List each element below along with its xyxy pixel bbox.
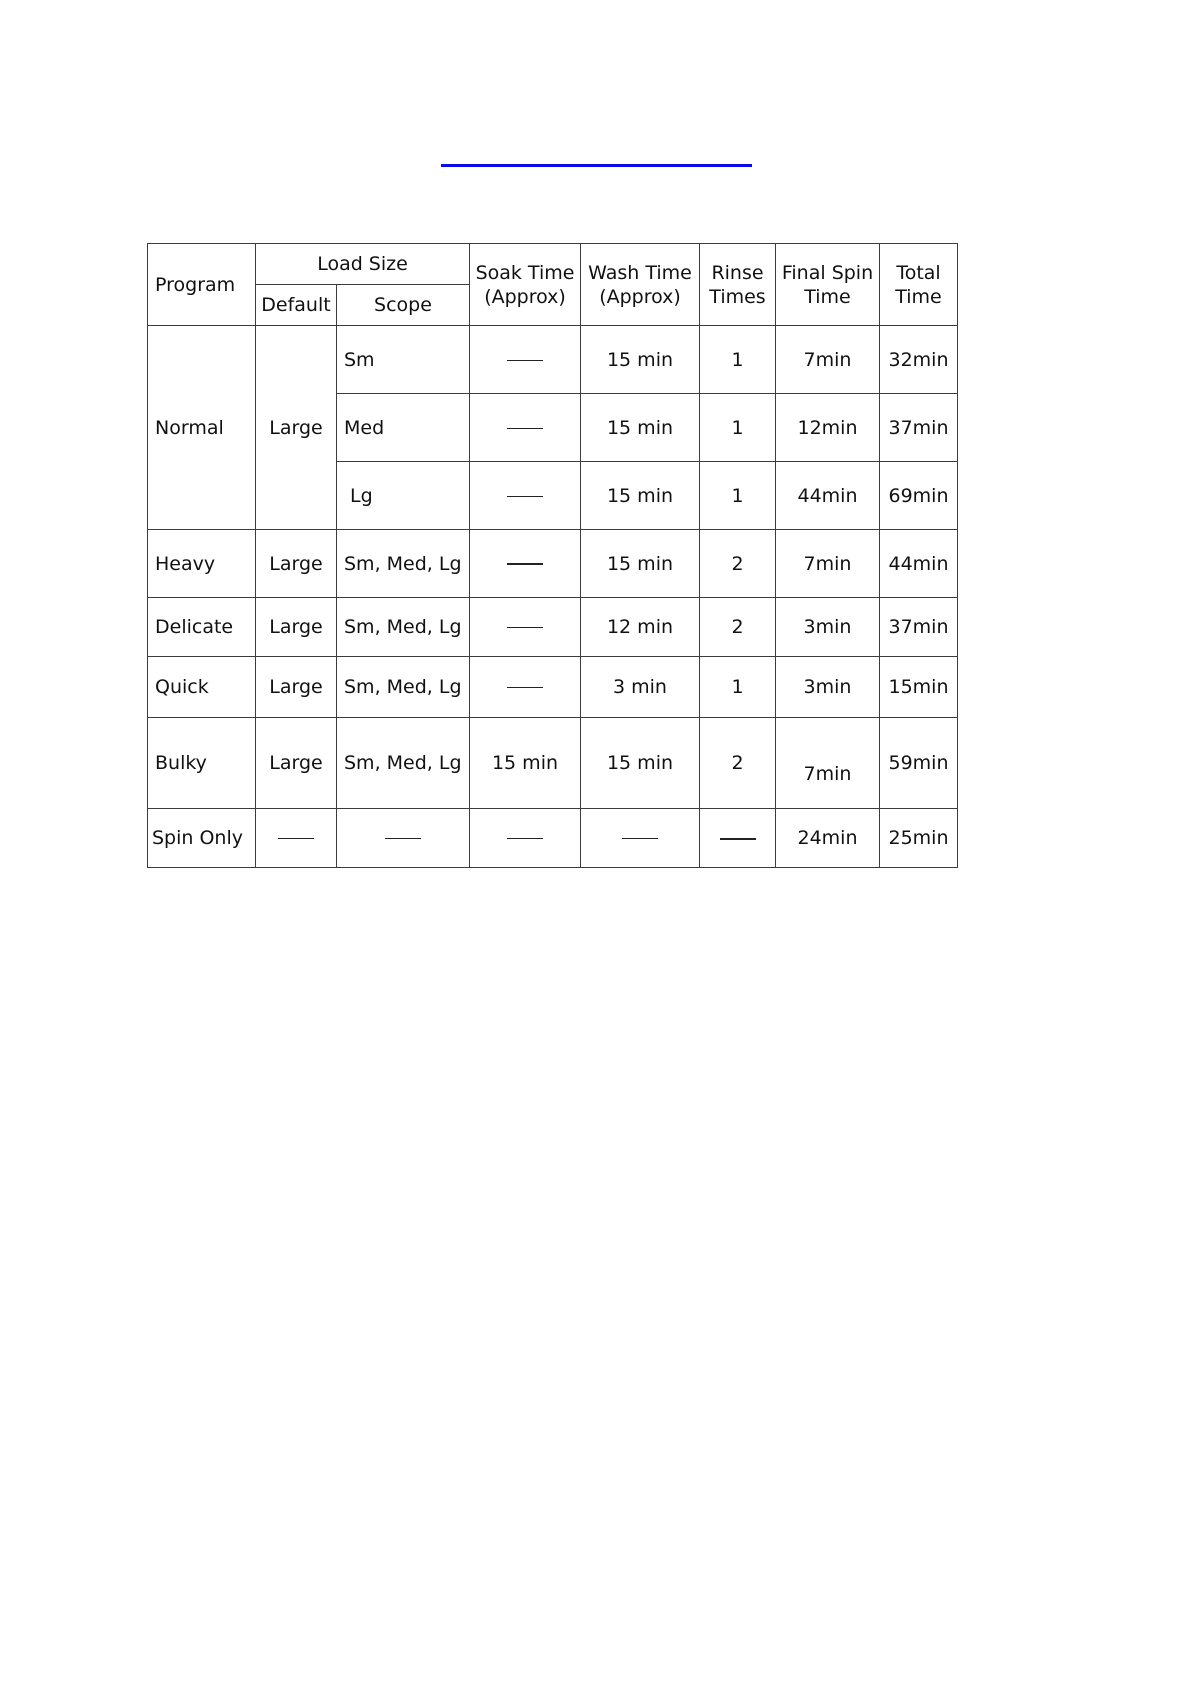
default-load-cell: Large <box>256 326 337 530</box>
header-rinse-sub: Times <box>709 285 766 308</box>
program-cell: Bulky <box>148 718 256 809</box>
header-wash-time-sub: (Approx) <box>599 285 681 308</box>
header-total-time <box>880 244 958 326</box>
rinse-times-cell: 2 <box>700 718 776 809</box>
header-total-label: Total <box>896 261 941 284</box>
scope-cell: Sm, Med, Lg <box>337 657 470 718</box>
total-time-cell: 59min <box>880 718 958 809</box>
rinse-times-cell: 1 <box>700 394 776 462</box>
header-wash-time <box>581 244 700 326</box>
rinse-times-cell: 2 <box>700 530 776 598</box>
table-row <box>148 598 958 657</box>
soak-time-cell <box>470 326 581 394</box>
program-cell: Normal <box>148 326 256 530</box>
soak-time-cell <box>470 394 581 462</box>
empty-dash <box>507 360 543 361</box>
program-cell: Heavy <box>148 530 256 598</box>
header-final-spin-sub: Time <box>804 285 851 308</box>
table-row <box>148 809 958 868</box>
header-total-sub: Time <box>895 285 942 308</box>
program-cell: Quick <box>148 657 256 718</box>
rinse-times-cell: 2 <box>700 598 776 657</box>
table-row <box>148 530 958 598</box>
wash-time-cell: 12 min <box>581 598 700 657</box>
scope-cell: Sm, Med, Lg <box>337 718 470 809</box>
header-soak-time-sub: (Approx) <box>484 285 566 308</box>
scope-cell: Lg <box>337 462 470 530</box>
rinse-times-cell: 1 <box>700 462 776 530</box>
wash-time-cell <box>581 809 700 868</box>
soak-time-cell <box>470 462 581 530</box>
header-default: Default <box>256 285 337 326</box>
wash-time-cell: 15 min <box>581 718 700 809</box>
header-rinse-label: Rinse <box>711 261 764 284</box>
final-spin-cell: 12min <box>776 394 880 462</box>
default-load-cell <box>256 809 337 868</box>
header-wash-time-label: Wash Time <box>588 261 692 284</box>
header-load-size: Load Size <box>256 244 470 285</box>
soak-time-cell: 15 min <box>470 718 581 809</box>
total-time-cell: 37min <box>880 598 958 657</box>
wash-time-cell: 15 min <box>581 326 700 394</box>
soak-time-cell <box>470 809 581 868</box>
empty-dash <box>622 838 658 839</box>
header-scope: Scope <box>337 285 470 326</box>
total-time-cell: 25min <box>880 809 958 868</box>
scope-cell: Sm, Med, Lg <box>337 598 470 657</box>
final-spin-cell: 7min <box>776 326 880 394</box>
table-row <box>148 657 958 718</box>
wash-time-cell: 15 min <box>581 394 700 462</box>
soak-time-cell <box>470 530 581 598</box>
empty-dash <box>507 496 543 497</box>
empty-dash <box>507 563 543 565</box>
final-spin-cell: 3min <box>776 657 880 718</box>
table-row <box>148 718 958 809</box>
final-spin-cell: 24min <box>776 809 880 868</box>
wash-program-table <box>147 243 958 868</box>
wash-time-cell: 15 min <box>581 462 700 530</box>
program-cell: Delicate <box>148 598 256 657</box>
header-soak-time-label: Soak Time <box>475 261 575 284</box>
rinse-times-cell: 1 <box>700 657 776 718</box>
header-rinse-times <box>700 244 776 326</box>
empty-dash <box>278 838 314 839</box>
default-load-cell: Large <box>256 657 337 718</box>
wash-time-cell: 3 min <box>581 657 700 718</box>
header-soak-time <box>470 244 581 326</box>
total-time-cell: 44min <box>880 530 958 598</box>
rinse-times-cell: 1 <box>700 326 776 394</box>
total-time-cell: 15min <box>880 657 958 718</box>
scope-cell <box>337 809 470 868</box>
total-time-cell: 32min <box>880 326 958 394</box>
empty-dash <box>507 428 543 429</box>
header-final-spin-time <box>776 244 880 326</box>
hyperlink-underline[interactable] <box>441 164 752 167</box>
final-spin-cell: 44min <box>776 462 880 530</box>
scope-cell: Med <box>337 394 470 462</box>
default-load-cell: Large <box>256 598 337 657</box>
wash-time-cell: 15 min <box>581 530 700 598</box>
header-row-1 <box>148 244 958 285</box>
soak-time-cell <box>470 598 581 657</box>
empty-dash <box>385 838 421 839</box>
final-spin-cell: 7min <box>776 718 880 809</box>
final-spin-cell: 7min <box>776 530 880 598</box>
header-program: Program <box>148 244 256 326</box>
scope-cell: Sm <box>337 326 470 394</box>
empty-dash <box>507 838 543 839</box>
total-time-cell: 69min <box>880 462 958 530</box>
table-row <box>148 326 958 394</box>
default-load-cell: Large <box>256 718 337 809</box>
empty-dash <box>720 838 756 840</box>
total-time-cell: 37min <box>880 394 958 462</box>
scope-cell: Sm, Med, Lg <box>337 530 470 598</box>
empty-dash <box>507 627 543 628</box>
final-spin-cell: 3min <box>776 598 880 657</box>
soak-time-cell <box>470 657 581 718</box>
default-load-cell: Large <box>256 530 337 598</box>
program-cell: Spin Only <box>148 809 256 868</box>
empty-dash <box>507 687 543 688</box>
header-final-spin-label: Final Spin <box>781 261 874 284</box>
rinse-times-cell <box>700 809 776 868</box>
